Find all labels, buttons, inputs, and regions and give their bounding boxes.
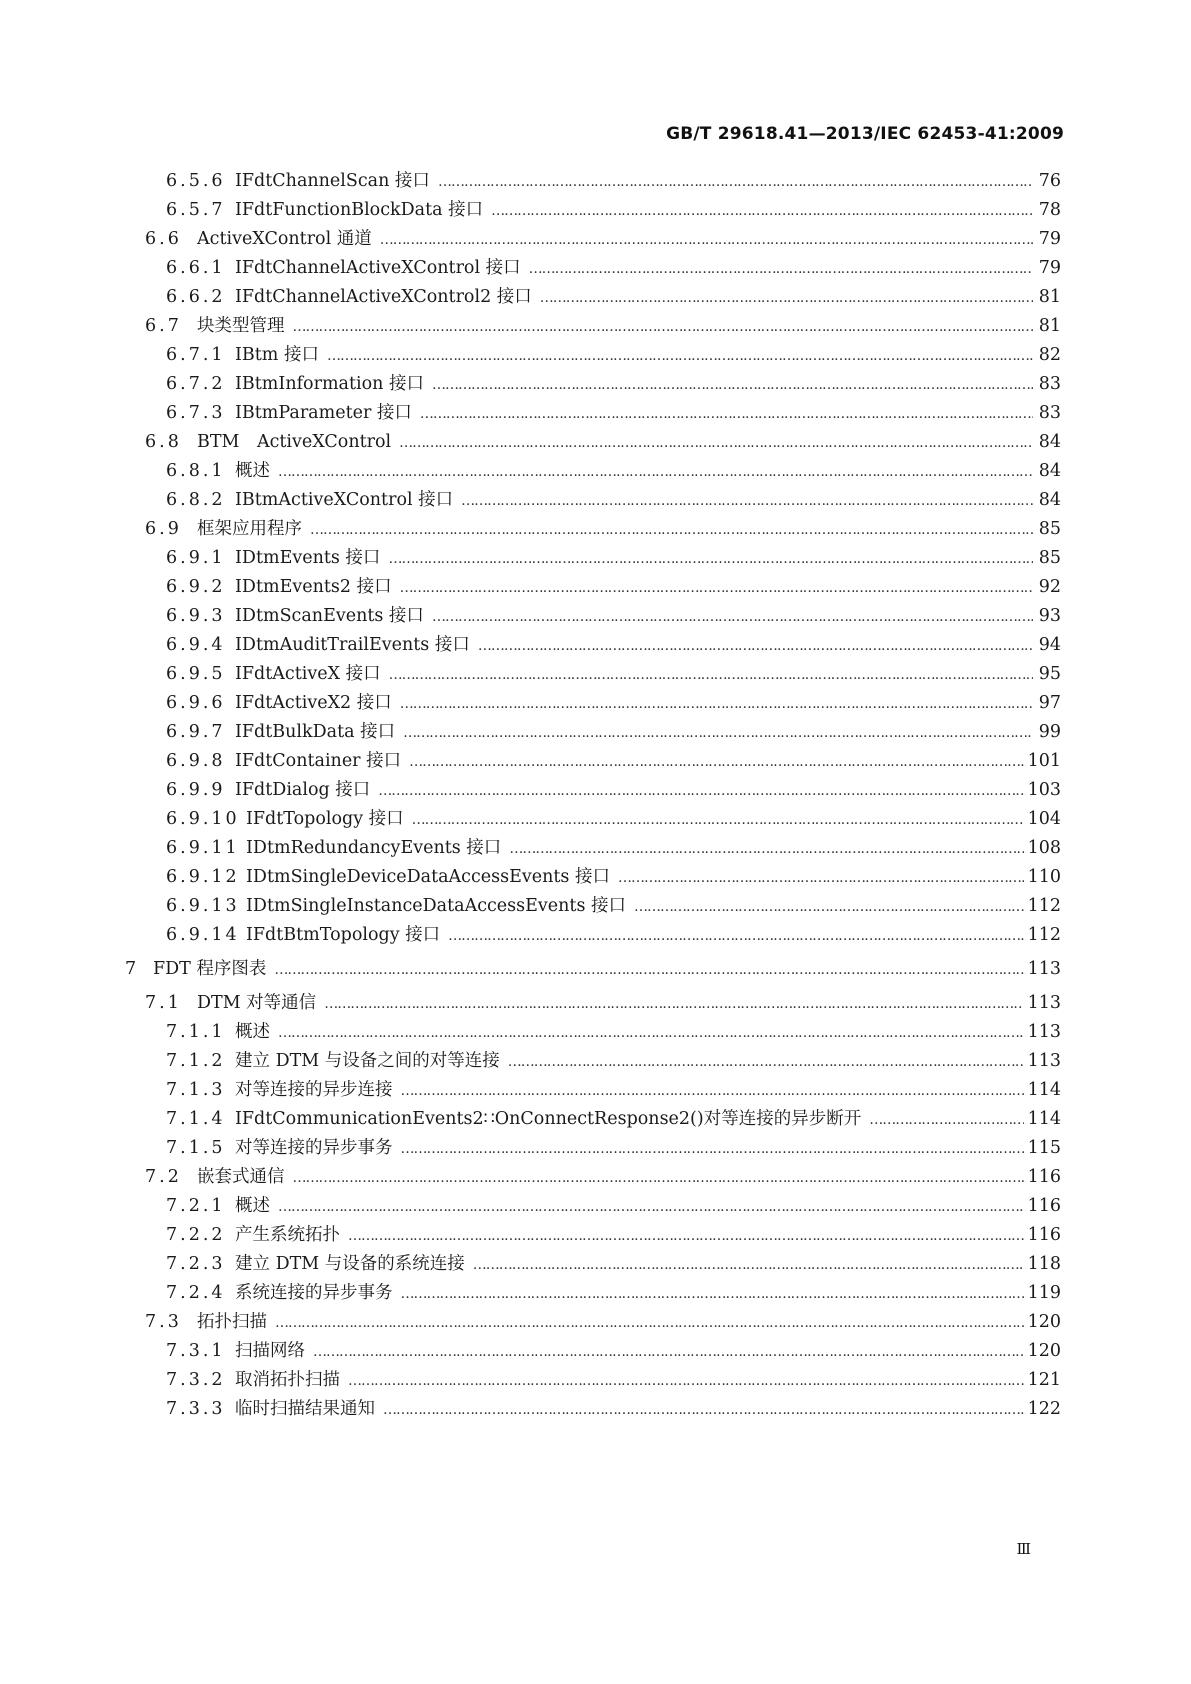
leader-dots <box>634 896 1024 918</box>
leader-dots <box>400 693 1033 715</box>
section-number: 6.6.2 <box>166 287 226 307</box>
section-title: 扫描网络 <box>235 1341 305 1361</box>
section-title: 嵌套式通信 <box>197 1167 285 1187</box>
section-title: 建立 DTM 与设备的系统连接 <box>235 1254 465 1274</box>
page-number: 81 <box>1038 316 1061 336</box>
toc-entry[interactable] <box>166 1050 1061 1073</box>
toc-entry[interactable] <box>166 750 1061 773</box>
section-number: 6.9.4 <box>166 635 226 655</box>
leader-dots <box>473 1254 1024 1276</box>
toc-entry[interactable] <box>166 663 1061 686</box>
section-title: 取消拓扑扫描 <box>235 1370 340 1390</box>
leader-dots <box>348 1225 1024 1247</box>
page-number: 108 <box>1027 838 1061 858</box>
page-number: 118 <box>1027 1254 1061 1274</box>
section-number: 6.9 <box>145 519 182 539</box>
page-number: 119 <box>1027 1283 1061 1303</box>
section-title: IFdtDialog 接口 <box>235 780 371 800</box>
toc-entry[interactable] <box>166 199 1061 222</box>
section-number: 6.6 <box>145 229 182 249</box>
section-number: 7.3.3 <box>166 1399 226 1419</box>
leader-dots <box>869 1109 1023 1131</box>
section-title: IFdtCommunicationEvents2∷OnConnectResponse2()对等连接的异步断开 <box>235 1109 862 1129</box>
leader-dots <box>529 258 1033 280</box>
toc-entry[interactable] <box>166 576 1061 599</box>
leader-dots <box>293 316 1034 338</box>
section-number: 6.9.1 <box>166 548 226 568</box>
section-title: IBtmInformation 接口 <box>235 374 424 394</box>
section-number: 6.7.3 <box>166 403 226 423</box>
page-number: 84 <box>1038 432 1061 452</box>
section-number: 7.3 <box>145 1312 182 1332</box>
section-title: IFdtFunctionBlockData 接口 <box>235 200 484 220</box>
toc-entry[interactable] <box>166 373 1061 396</box>
section-number: 6.9.8 <box>166 751 226 771</box>
page-number: 83 <box>1038 374 1061 394</box>
section-title: 框架应用程序 <box>197 519 302 539</box>
page-number: 85 <box>1038 548 1061 568</box>
section-number: 7.2.1 <box>166 1196 226 1216</box>
section-number: 6.8.2 <box>166 490 226 510</box>
section-title: IFdtContainer 接口 <box>235 751 402 771</box>
section-title: IDtmSingleDeviceDataAccessEvents 接口 <box>246 867 610 887</box>
leader-dots <box>401 1080 1024 1102</box>
page-number: 78 <box>1038 200 1061 220</box>
toc-entry[interactable] <box>166 895 1061 918</box>
leader-dots <box>324 993 1023 1015</box>
toc-entry[interactable] <box>166 170 1061 193</box>
section-number: 7.3.2 <box>166 1370 226 1390</box>
toc-entry[interactable] <box>145 1311 1061 1334</box>
page-number: 82 <box>1038 345 1061 365</box>
page-number: 113 <box>1027 959 1061 979</box>
page-number: 79 <box>1038 258 1061 278</box>
section-number: 7.1.3 <box>166 1080 226 1100</box>
page-number: 79 <box>1038 229 1061 249</box>
toc-entry[interactable] <box>166 1398 1061 1421</box>
toc-entry[interactable] <box>166 257 1061 280</box>
section-title: IBtm 接口 <box>235 345 319 365</box>
section-number: 7.2.2 <box>166 1225 226 1245</box>
section-title: IFdtActiveX 接口 <box>235 664 381 684</box>
toc-entry[interactable] <box>166 1137 1061 1160</box>
section-number: 6.9.6 <box>166 693 226 713</box>
toc-entry[interactable] <box>166 1195 1061 1218</box>
toc-entry[interactable] <box>166 1079 1061 1102</box>
section-title: IFdtChannelActiveXControl2 接口 <box>235 287 532 307</box>
leader-dots <box>540 287 1033 309</box>
section-title: IDtmScanEvents 接口 <box>235 606 424 626</box>
section-title: IDtmEvents 接口 <box>235 548 381 568</box>
section-number: 6.9.9 <box>166 780 226 800</box>
leader-dots <box>399 432 1033 454</box>
toc-entry[interactable] <box>166 489 1061 512</box>
leader-dots <box>388 548 1033 570</box>
toc-entry[interactable] <box>166 1340 1061 1363</box>
toc-entry[interactable] <box>145 431 1061 454</box>
leader-dots <box>509 838 1023 860</box>
toc-entry[interactable] <box>145 228 1061 251</box>
page-number: 97 <box>1038 693 1061 713</box>
section-title: 对等连接的异步连接 <box>235 1080 393 1100</box>
toc-entry[interactable] <box>145 315 1061 338</box>
leader-dots <box>348 1370 1024 1392</box>
page-number: 101 <box>1027 751 1061 771</box>
section-title: IDtmEvents2 接口 <box>235 577 392 597</box>
page-number: 76 <box>1038 171 1061 191</box>
page-number: 81 <box>1038 287 1061 307</box>
toc-entry[interactable] <box>166 1282 1061 1305</box>
page-number: 113 <box>1027 993 1061 1013</box>
page-number: 122 <box>1027 1399 1061 1419</box>
section-number: 7.2.4 <box>166 1283 226 1303</box>
document-code-header: GB/T 29618.41—2013/IEC 62453-41:2009 <box>666 124 1064 144</box>
section-number: 6.5.7 <box>166 200 226 220</box>
leader-dots <box>478 635 1033 657</box>
page-number: 84 <box>1038 461 1061 481</box>
section-number: 6.7 <box>145 316 182 336</box>
section-number: 6.9.2 <box>166 577 226 597</box>
section-title: IBtmActiveXControl 接口 <box>235 490 454 510</box>
section-number: 6.9.7 <box>166 722 226 742</box>
page-number: 99 <box>1038 722 1061 742</box>
leader-dots <box>432 606 1033 628</box>
section-title: BTM ActiveXControl <box>197 432 392 452</box>
leader-dots <box>313 1341 1024 1363</box>
leader-dots <box>420 403 1033 425</box>
toc-entry[interactable] <box>166 1369 1061 1392</box>
section-title: ActiveXControl 通道 <box>197 229 372 249</box>
section-number: 7.1.4 <box>166 1109 226 1129</box>
section-number: 6.9.5 <box>166 664 226 684</box>
section-number: 6.9.12 <box>166 867 240 887</box>
page-number: 115 <box>1027 1138 1061 1158</box>
toc-entry[interactable] <box>166 866 1061 889</box>
page-footer-numeral: Ⅲ <box>1016 1540 1031 1558</box>
page-number: 113 <box>1027 1022 1061 1042</box>
leader-dots <box>438 171 1033 193</box>
section-title: IFdtBulkData 接口 <box>235 722 396 742</box>
section-number: 6.5.6 <box>166 171 226 191</box>
toc-entry[interactable] <box>166 1108 1061 1131</box>
leader-dots <box>412 809 1024 831</box>
section-title: IFdtTopology 接口 <box>246 809 404 829</box>
section-title: 拓扑扫描 <box>197 1312 267 1332</box>
page-number: 120 <box>1027 1341 1061 1361</box>
section-number: 6.7.1 <box>166 345 226 365</box>
leader-dots <box>293 1167 1024 1189</box>
leader-dots <box>409 751 1023 773</box>
section-title: IDtmSingleInstanceDataAccessEvents 接口 <box>246 896 626 916</box>
leader-dots <box>278 461 1033 483</box>
section-title: 概述 <box>235 1196 270 1216</box>
leader-dots <box>310 519 1033 541</box>
toc-entry[interactable] <box>145 1166 1061 1189</box>
toc-entry[interactable] <box>166 924 1061 947</box>
page-number: 114 <box>1027 1080 1061 1100</box>
toc-entry[interactable] <box>166 547 1061 570</box>
toc-entry[interactable] <box>125 958 1061 981</box>
section-title: IFdtChannelScan 接口 <box>235 171 430 191</box>
leader-dots <box>401 1283 1024 1305</box>
leader-dots <box>389 664 1033 686</box>
leader-dots <box>401 1138 1024 1160</box>
section-number: 7.2.3 <box>166 1254 226 1274</box>
section-title: IFdtActiveX2 接口 <box>235 693 392 713</box>
page-number: 85 <box>1038 519 1061 539</box>
toc-entry[interactable] <box>166 779 1061 802</box>
toc-entry[interactable] <box>166 1021 1061 1044</box>
section-number: 7.1.5 <box>166 1138 226 1158</box>
leader-dots <box>403 722 1033 744</box>
page-number: 94 <box>1038 635 1061 655</box>
section-number: 7.1.2 <box>166 1051 226 1071</box>
section-number: 6.8.1 <box>166 461 226 481</box>
page-number: 92 <box>1038 577 1061 597</box>
section-title: 对等连接的异步事务 <box>235 1138 393 1158</box>
toc-entry[interactable] <box>166 692 1061 715</box>
section-title: DTM 对等通信 <box>197 993 317 1013</box>
toc-entry[interactable] <box>166 344 1061 367</box>
section-title: 产生系统拓扑 <box>235 1225 340 1245</box>
toc-entry[interactable] <box>166 286 1061 309</box>
leader-dots <box>275 1312 1024 1334</box>
page-number: 121 <box>1027 1370 1061 1390</box>
page-number: 116 <box>1027 1196 1061 1216</box>
section-title: IFdtChannelActiveXControl 接口 <box>235 258 521 278</box>
leader-dots <box>461 490 1033 512</box>
section-title: 系统连接的异步事务 <box>235 1283 393 1303</box>
toc-entry[interactable] <box>145 992 1061 1015</box>
section-number: 6.9.13 <box>166 896 240 916</box>
section-title: IDtmRedundancyEvents 接口 <box>246 838 502 858</box>
page-number: 113 <box>1027 1051 1061 1071</box>
page-number: 93 <box>1038 606 1061 626</box>
toc-entry[interactable] <box>166 837 1061 860</box>
page-number: 83 <box>1038 403 1061 423</box>
section-number: 7.1.1 <box>166 1022 226 1042</box>
leader-dots <box>327 345 1033 367</box>
toc-entry[interactable] <box>166 605 1061 628</box>
page-number: 103 <box>1027 780 1061 800</box>
leader-dots <box>618 867 1024 889</box>
page-number: 114 <box>1027 1109 1061 1129</box>
toc-entry[interactable] <box>166 1224 1061 1247</box>
toc-entry[interactable] <box>145 518 1061 541</box>
page-number: 104 <box>1027 809 1061 829</box>
section-number: 6.9.10 <box>166 809 240 829</box>
leader-dots <box>508 1051 1024 1073</box>
page-number: 116 <box>1027 1225 1061 1245</box>
section-title: 临时扫描结果通知 <box>235 1399 375 1419</box>
leader-dots <box>278 1196 1024 1218</box>
section-title: IBtmParameter 接口 <box>235 403 412 423</box>
section-title: FDT 程序图表 <box>153 959 267 979</box>
toc-entry[interactable] <box>166 460 1061 483</box>
page-number: 84 <box>1038 490 1061 510</box>
page-number: 116 <box>1027 1167 1061 1187</box>
leader-dots <box>378 780 1023 802</box>
section-number: 6.6.1 <box>166 258 226 278</box>
section-number: 6.9.11 <box>166 838 240 858</box>
toc-entry[interactable] <box>166 1253 1061 1276</box>
section-title: IDtmAuditTrailEvents 接口 <box>235 635 470 655</box>
leader-dots <box>400 577 1033 599</box>
section-number: 6.7.2 <box>166 374 226 394</box>
leader-dots <box>432 374 1033 396</box>
section-number: 6.9.3 <box>166 606 226 626</box>
section-number: 7.2 <box>145 1167 182 1187</box>
toc-entry[interactable] <box>166 721 1061 744</box>
toc-entry[interactable] <box>166 808 1061 831</box>
section-title: 建立 DTM 与设备之间的对等连接 <box>235 1051 500 1071</box>
leader-dots <box>274 959 1023 981</box>
section-number: 7.3.1 <box>166 1341 226 1361</box>
leader-dots <box>448 925 1023 947</box>
section-number: 7 <box>125 959 140 979</box>
section-title: IFdtBtmTopology 接口 <box>246 925 441 945</box>
page-number: 110 <box>1027 867 1061 887</box>
toc-entry[interactable] <box>166 634 1061 657</box>
toc-entry[interactable] <box>166 402 1061 425</box>
section-title: 块类型管理 <box>197 316 285 336</box>
page-number: 112 <box>1027 896 1061 916</box>
section-title: 概述 <box>235 461 270 481</box>
leader-dots <box>380 229 1033 251</box>
section-number: 6.8 <box>145 432 182 452</box>
leader-dots <box>383 1399 1024 1421</box>
section-number: 6.9.14 <box>166 925 240 945</box>
leader-dots <box>278 1022 1024 1044</box>
page-number: 95 <box>1038 664 1061 684</box>
page-number: 112 <box>1027 925 1061 945</box>
section-number: 7.1 <box>145 993 182 1013</box>
page-number: 120 <box>1027 1312 1061 1332</box>
leader-dots <box>491 200 1033 222</box>
section-title: 概述 <box>235 1022 270 1042</box>
